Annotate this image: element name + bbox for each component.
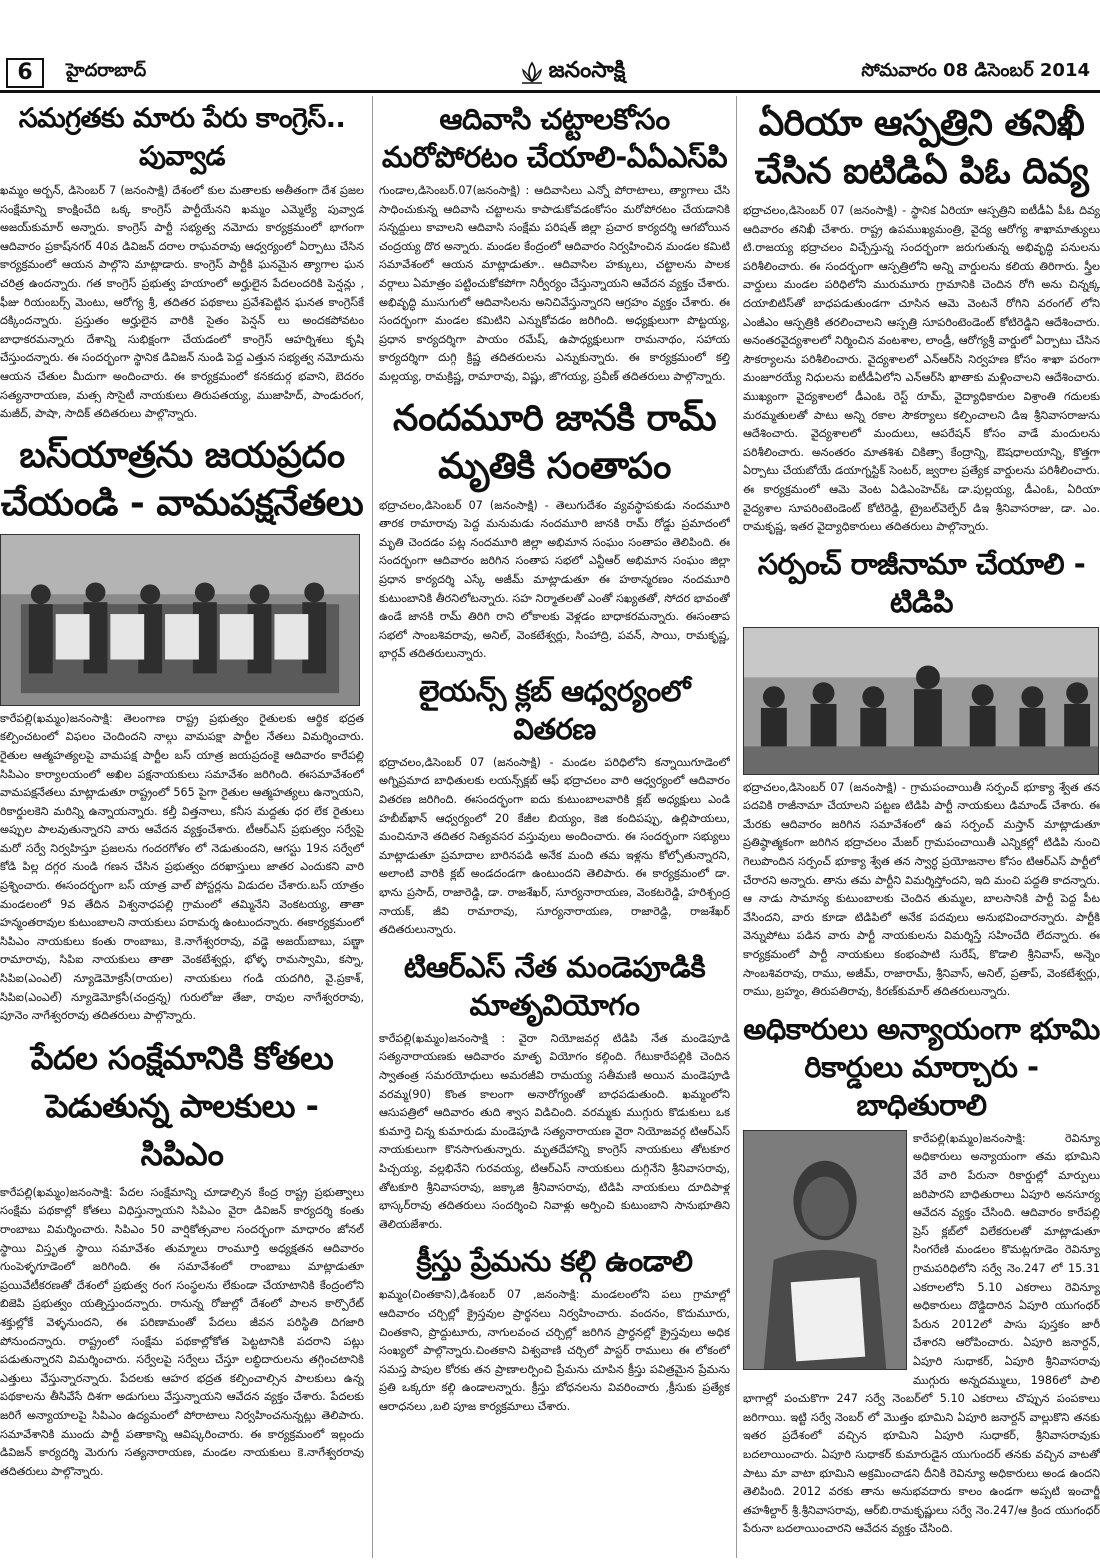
page-number: 6 (6, 58, 44, 88)
photo-petitioner-woman (743, 1130, 907, 1370)
headline-land-records: అధికారులు అన్యాయంగా భూమి రికార్డులు మార్చారు - బాధితురాలి (743, 1011, 1100, 1122)
column-left (0, 96, 364, 1558)
headline-adivasi: ఆదివాసి చట్టాలకోసం మరోపోరటం చేయాలి-ఏఏఎస్‌పి (381, 102, 728, 174)
article-bus-yatra-body: కారేపల్లి(ఖమ్మం)జనంసాక్షి: తెలంగాణ రాష్ట్ర ప్రభుత్వం రైతులకు ఆర్థిక భద్రత కల్పించటంలో విఫలం చెందిందని నాల్గు వామపక్షా పార్టీల నేతలు విమర్శించారు. రైతుల ఆత్మహత్యలపై వామపక్ష పార్టీల బస్‌ యాత్ర జయప్రదంకై ఆదివారం కారేపల్లి సిపిఎం కార్యాలయంలో అఖిల పక్షనాయకులు సమావేశం జరిగింది. ఈసమావేశంలో వామపక్షనేతలు మాట్లాడుతూ రాష్ట్రంలో 565 పైగా రైతుల ఆత్మహత్యలు ఉన్నాయని, రికార్డులకెని మరిన్ని ఉన్నాయన్నారు. కల్తీ విత్తనాలు, కనీస మద్దతు ధర లేక రైతులు అప్పుల పాలవుతున్నారని వారు ఆవేదన వ్యక్తంచేశారు. టీఆర్‌ఎస్‌ ప్రభుత్వం సర్వేపై మరో సర్వే నిర్వహిస్తూ ప్రజలను గందరగోళం లో నెడుతుందని, ఆగస్టు 19న సర్వేలో కోడి పిల్ల దగ్గర నుండి గణన చేసిన ప్రభుత్వం దరఖాస్తులు జాతర ఎందుకని వారి ప్రశ్నించారు. ఈసందర్భంగా బస్‌ యాత్ర వాల్‌ పోస్టర్లను విడుదల చేశారు.బస్‌ యాత్రం మండలంలో 9వ తేదిన విశ్వనాధపల్లి గ్రామంలో తమ్మినేని వెంకటయ్య, తాతా హన్మంతరావుల కుటుంబాలని నాయకులు పరామర్శ ఉంటుందన్నారు. ఈకార్యక్రమంలో సిపిఎం నాయకులు కంతు రాంబాబు, కె.నాగేశ్వరరావు, వడ్డె అజయ్‌బాబు, పణ్జా రామారావు, సిపిఐ నాయకులు తాతా వెంకటేశ్వర్లు, భోళ్ళ రామస్వామి, కస్నా, సిపిఐ(ఎంఎల్‌) న్యూడెమోక్రసీ(రాయల) నాయకులు గండి యదగిరి, వై.ప్రకాశ్‌, సిపిఐ(ఎంఎల్‌) న్యూడెమోక్రసీ(చంద్రన్న) గురులోజు తేజా, రావుల నాగేశ్వరరావు, పూనెం నాగేశ్వరరావు తదితరులు పాల్గొన్నారు. (0, 711, 364, 1023)
article-land-records-body (743, 1130, 1100, 1539)
headline-bus-yatra: బస్‌యాత్రను జయప్రదం చేయండి - వామపక్షనేతలు (0, 434, 364, 524)
edition-city: హైదరాబాద్ (66, 60, 147, 81)
masthead (0, 0, 1100, 92)
article-congress-body: ఖమ్మం అర్బన్‌, డిసెంబర్‌ 7 (జనంసాక్షి) దేశంలో కుల మతాలకు అతీతంగా దేశ ప్రజల సంక్షేమాన్ని కాంక్షించేది ఒక్క కాంగ్రెస్‌ పార్టీయేనని ఖమ్మం ఎమ్మెల్యే పువ్వాడ అజయ్‌కుమార్‌ అన్నారు. కాంగ్రెస్‌ పార్టీ సభ్యత్వ నమోదు కార్యక్రమంలో భాగంగా ఆదివారం ప్రకాష్‌నగర్‌ 40వ డివిజన్‌ దరాల రాఘవరావు ఆధ్వర్యంలో ఏర్పాటు చేసిన కార్యక్రమంలో ఆయన పాల్గొని మాట్లాడారు. కాంగ్రెస్‌ పార్టీకి ఘనమైన త్యాగాల ఘన చరిత్ర ఉందన్నారు. గత కాంగ్రెస్‌ ప్రభుత్వ హయాంలో అర్హులైన పేదలందరికి పెన్షన్లు , ఫీజు రియంబర్స్‌ మెంటు, ఆరోగ్య శ్రీ, తదితర పథకాలు ప్రవేశపెట్టిన ఘనత కాంగ్రెస్‌కే దక్కిందన్నారు. ప్రస్తుతం అర్హులైన వారికి సైతం పెన్షన్‌ లు అందకపోవటం బాధాకరమన్నారు దేశాన్ని సుభిక్షంగా చేయడంలో కాంగ్రెస్‌ ఆహర్నిశలు కృషి చేస్తుందన్నారు. ఈ సందర్భంగా స్థానిక డివిజన్‌ నుండి పెద్ద ఎత్తున సభ్యత్వ నమోదును ఆయన చేతుల మీదుగా అందించారు. ఈ కార్యక్రమంలో కనకదుర్గ భవాని, బెదరం సత్యనారాయణ, మత్స సొసైటీ నాయకులు తిరుపతయ్య, ముజాహిద్‌, పాండురంగ, మజీద్‌, పాషా, సాదిక్‌ తదితరులు పాల్గొన్నారు. (0, 184, 364, 421)
article-cpm-body: కారేపల్లి(ఖమ్మం)జనంసాక్షి: పేదల సంక్షేమాన్ని చూడాల్సిన కేంద్ర రాష్ట్ర ప్రభుత్వాలు సంక్షేమ పథకాల్లో కోతలు విధిస్తున్నాయని సిపిఎం వైరా డివిజన్‌ కార్యదర్శి కంతు రాంబాబు విమర్శించారు. సిపిఎం 50 వార్షికోత్సవాల సందర్భంగా మాధారం జోనల్‌ స్థాయి విస్తృత స్థాయి సమావేశం తుమ్మాలు రాంమూర్తి అధ్యక్షతన ఆదివారం గుంపెళ్ళగూడెంలో జరిగింది. ఈ సమావేశంలో రాంబాబు మాట్లాడుతూ ప్రయివేటీకరణతో దేశంలో ప్రభుత్వ రంగ సంస్థలను లేకుండా చేయాటానికి కేంద్రంలోని బిజెపి ప్రభుత్వం యత్నిస్తుందన్నారు. రానున్న రోజుల్లో దేశంలో పాలన కార్పొరేట్‌ శక్తుల్లోకే వెళ్ళనుందని, ఈ పరిణామంతో పేదలు జీవన పరిస్థితి దిగజారి పోనుందన్నారు. రాష్ట్రంలో సంక్షేమ పథకాల్లోకోత పెట్టటానికి పదరాని పట్లు పడుతున్నారని విమర్శించారు. సర్వేలపై సర్వేలు చేస్తూ లబ్ధిదారులను తగ్గించటానికి ఎత్తులు వేస్తున్నారన్నారు. పేదలకు ఆహర భద్రత కల్పించాల్సిన పాలకులు ఉన్న పథకాలను తీసివేసే దిశగా అడుగులు వేస్తున్నాయని ఆవేదన వ్యక్తం చేశారు. పేదలకు జరిగే అన్యాయాలపై సిపిఎం ఉద్యమంలో పోరాటాలు నిర్వహించనున్నట్లు తెలిపారు. సమావేశానికి ముందు పార్టీ పతాకాన్ని ఆవిష్కరించారు. ఈ కార్యక్రమంలో ఇల్లందు డివిజన్‌ కార్యదర్శి మెరుగు సత్యనారాయణ, మండల నాయకులు కె.నాగేశ్వరరావు తదితరులు పాల్గొన్నారు. (0, 1185, 364, 1478)
article-adivasi-body: గుండాల,డిసెంబర్‌.07(జనంసాక్షి) : ఆదివాసిలు ఎన్నో పోరాటాలు, త్యాగాలు చేసి సాధించుకున్న ఆదివాసి చట్టాలను కాపాడుకోవడంకోసం మరోపోరటం చేయడానికి సన్నద్దులు కావాలని ఆదివాసి సంక్షేమ పరిషత్‌ జిల్లా ప్రచార కార్యదర్శి ఆగబోయిన చంద్రయ్య దొర అన్నారు. మండల కేంద్రంలో ఆదివారం నిర్వహించిన మండల కమిటి సమావేశంలో ఆయన మాట్లాడుతూ.. ఆదివాసిల హక్కులు, చట్టాలను పాలక వర్గాలు ఏమాత్రం పట్టించుకోకపోగా నిర్వీర్యం చేస్తున్నాయని ఆవేదన వ్యక్తం చేశారు. అభివృద్ధి ముసుగులో ఆదివాసిలను అనిచివేస్తున్నారని ఆగ్రహం వ్యక్తం చేశారు. ఈ సందర్భంగా మండల కమిటిని ఎన్నుకోవడం జరిగింది. అధ్యక్షులుగా పొట్టయ్య, ప్రధాన కార్యదర్శిగా పాయం రమేష్‌, ఉపాధ్యక్షులుగా రామనాథం, సహాయ కార్యదర్శిగా దుగ్గి క్రిష్ణ తదితరులను ఎన్నుకున్నారు. ఈ కార్యక్రమంలో కల్తి మల్లయ్య, రామక్రిష్ణ, రామారావు, విష్ణు, జొగయ్య, ప్రవీణ్‌ తదితరులు పాల్గొన్నారు. (379, 184, 730, 383)
article-christ-body: ఖమ్మం(చింతకాని),డిశంబర్‌ 07 ,జనంసాక్షి: మండలంలోని పలు గ్రామాల్లో ఆదివారం చర్చిల్లో క్రైస్తవుల ప్రార్థనలు నిర్వహించారు. వందనం, కొదుమూరు, చింతకాని, ప్రొద్దుటూరు, నాగులవంచ చర్చిల్లో జరిగిన ప్రార్ధనల్లో క్రైస్తవులు అధిక సంఖ్యలో పాల్గొన్నారు.చింతకాని విశ్వవాణి చర్చిలో పాస్టర్‌ రాములు ఈ లోకంలో సమస్త పాపుల కోరకు తన ప్రాణాలర్పించి ప్రేమను చూపిన క్రీస్తు పవిత్రమైన ప్రేమను ప్రతి ఒక్కరూ కల్గి ఉండాలన్నారు. క్రీస్తు బోధనలను వివరించారు ,క్రీసుకు ప్రత్యేక ఆరాధనలు ,బలి పూజ కార్యక్రమాలు చేశారు. (379, 1288, 730, 1413)
newspaper-logo (492, 55, 652, 91)
photo-tdp-meeting (743, 627, 1099, 775)
issue-date: సోమవారం 08 డిసెంబర్ 2014 (861, 60, 1090, 81)
logo-text: జనంసాక్షి (548, 58, 626, 83)
column-right (736, 96, 1100, 1558)
article-trs-leader-body: కారేపల్లి(ఖమ్మం)జనంసాక్షి : వైరా నియోజవర్గ టిడిపి నేత మండెపూడి సత్యనారాయణకు ఆదివారం మాతృ వియోగం కల్గింది. గేటుకారేపల్లికి చెందిన స్వాతంత్ర సమరయోధులు అమరజీవి రామయ్య సతీమణి అయిన మండెపూడి వరమ్మ(90) కొంత కాలంగా అనారోగ్యంతో బాధపడుతుంది. ఖమ్మంలోని ఆసుపత్రిలో ఆదివారం తుది శ్వాస విడిచింది. వరమ్మకు ముగ్గురు కొడుకులు ఒక కుమార్తె చిన్న కుమారుడు మండెపూడి సత్యనారాయణ వైరా నియోజవర్గ టిఆర్‌ఎస్‌ నాయకులుగా కొనసాగుతున్నారు. మృతదేహాన్ని కాంగ్రెస్‌ నాయకులు తోటకూర పిచ్చయ్య, వల్లభినేని గురవయ్య, టిఆర్‌ఎస్‌ నాయకులు దుగ్గినేని శ్రీనివాసరావు, తోటకూరి శ్రీనివాసరావు, జక్కాజి శ్రీనివాసరావు, టిడిపి నాయకులు దూదిపాళ్ల భాస్కర్‌రావు తదితరులు సందర్శించి నివాళ్లు అర్పించి కుటుంబాని సానుభూతిని తెలియజేశారు. (379, 1031, 730, 1231)
article-janaki-ram-body: భద్రాచలం,డిసెంబర్‌ 07 (జనంసాక్షి) - తెలుగుదేశం వ్యవస్థాపకుడు నందమూరి తారక రామారావు పెద్ద మనుమడు నందమూరి జానకి రామ్‌ రోడ్డు ప్రమాదంలో మృతి చెందడం పట్ల నందమూరి జిల్లా అభిమాన సంఘం సంతాపం తెలిపింది. ఈ సందర్భంగా ఆదివారం జరిగిన సంతాప సభలో ఎన్టీఆర్‌ అభిమాన సంఘం జిల్లా ప్రధాన కార్యదర్శి ఎస్కే అజీమ్‌ మాట్లాడుతూ ఈ హఠాన్మరణం నందమూరి కుటుంబానికి తీరనిలోటన్నారు. సహ నిర్మాతలతో ఎంతో సఖ్యతతో, సోదర భావంతో ఉండే జానకి రామ్‌ తిరిగి రాని లోకాలకు వెళ్లడం బాధాకరమన్నారు. ఈసంతాప సభలో సాంబశివరావు, అనిల్‌, వెంకటేశ్వర్లు, సింహాద్రి, పవన్‌, సాయి, రామకృష్ణ, భార్గవ్‌ తదితరులున్నారు. (379, 498, 730, 661)
masthead-rule (0, 90, 1100, 93)
headline-congress: సమగ్రతకు మారు పేరు కాంగ్రెస్‌.. పువ్వాడ (18, 103, 346, 172)
article-sarpanch-body: భద్రాచలం,డిసెంబర్‌ 07 (జనంసాక్షి) - గ్రామపంచాయితీ సర్పంచ్‌ భూక్యా శ్వేత తన పదవికి రాజీనామా చేయాలని పట్టణ టిడిపి పార్టీ నాయకులు డిమాండ్‌ చేశారు. ఈ మేరకు ఆదివారం జరిగిన సమావేశంలో ఉప సర్పంచ్‌ మస్తాన్‌ మాట్లాడుతూ ప్రతిష్ఠాత్మకంగా జరిగిన భద్రాచలం మేజర్‌ గ్రామపంచాయితీ ఎన్నికల్లో టిడిపి నుంచి గెలుపొందిన సర్పంచ్‌ భూక్యా శ్వేత తన స్వార్ధ ప్రయోజనాల కోసం టిఆర్‌ఎస్‌ పార్టీలో చేరారని అన్నారు. తాను తమ పార్టీని విమర్శిస్తోందని, ఇది మంచి పద్దతి కాదన్నారు. ఆ నాడు సామాన్య కుటుంబాలకు చెందిన తుమ్మల, బాలసానికి పార్టీ పెద్ద పీట వేసిందని, వారు కూడా టిడిపిలో అనేక పదవులు అనుభవించారన్నారు. పార్టీకి వెన్నుపోటు పడిన వారు పార్టీ నాయకులను విమర్శిస్తే సహించేది లేదన్నారు. ఈ కార్యక్రమంలో పార్టీ నాయకులు కంభంపాటి సురేష్‌, కొడాలి శ్రీనివాస్‌, అన్నెం సాంబశివరావు, రాము, అజీమ్‌, రాజారామ్‌, శ్రీనివాస్‌, అనిల్‌, ప్రతాప్‌, వెంకటేశ్వర్లు, రాము, బ్రహ్మం, తిరుపతిరావు, కిరణ్‌కుమార్‌ తదితరులున్నారు. (743, 780, 1100, 999)
headline-hospital: ఏరియా ఆస్పత్రిని తనిఖీ చేసిన ఐటిడిఏ పిఓ దివ్య (754, 103, 1089, 192)
column-middle (372, 96, 730, 1558)
headline-lions-club: లైయన్స్‌ క్లబ్‌ ఆధ్వర్యంలో వితరణ (418, 673, 691, 746)
article-lions-club-body: భద్రాచలం,డిసెంబర్‌ 07 (జనంసాక్షి) - మండల పరిధిలోని కన్నాయిగూడెంలో అగ్నిప్రమాద బాధితులకు లయన్స్‌క్లబ్‌ ఆఫ్‌ భద్రాచలం వారి ఆధ్వర్యంలో ఆదివారం వితరణ జరిగింది. ఈసందర్భంగా ఐదు కుటుంబాలవారికి క్లబ్‌ అధ్యక్షులు ఎండి హబీబ్‌ఖాన్‌ ఆధ్వర్యంలో 20 కేజీల బియ్యం, కెజి కందిపప్పు, ఉల్లిపాయలు, మంచినూనె తదితర నిత్యవసర వస్తువులు అందించారు. ఈ సందర్భంగా సభ్యులు మాట్లాడుతూ ప్రమాదాల బారినపడి అనేక మంది తమ ఇళ్లను కోల్పోతున్నారని, అలాంటి వారికి క్లబ్‌ అండదండగా ఉంటుందని తెలిపారు. ఈ కార్యక్రమంలో డా. భాను ప్రసాద్‌, రాజారెడ్డి, డా. రాజశేఖర్‌, సూర్యనారాయణ, వెంకటరెడ్డి, హరిశ్చంద్ర నాయక్‌, జీవి రామారావు, సూర్యనారాయణ, రాజారెడ్డి, రాజశేఖర్‌ తదితరులున్నారు. (379, 755, 730, 937)
photo-bus-yatra-meeting (0, 534, 360, 706)
lotus-icon (519, 60, 545, 86)
headline-cpm: పేదల సంక్షేమానికి కోతలు పెడుతున్న పాలకులు - సిపిఎం (30, 1038, 334, 1173)
headline-janaki-ram: నందమూరి జానకి రామ్‌ మృతికి సంతాపం (392, 397, 717, 487)
headline-christ: క్రీస్తు ప్రేమను కల్గి ఉండాలి (416, 1244, 693, 1279)
headline-trs-leader: టిఆర్‌ఎస్‌ నేత మండెపూడికి మాతృవియోగం (403, 949, 706, 1022)
article-hospital-body: భద్రాచలం,డిసెంబర్‌ 07 (జనంసాక్షి) - స్థానిక ఏరియా ఆస్పత్రిని ఐటీడీఏ పీఓ దివ్య ఆదివారం తనిఖీ చేశారు. రాష్ట్ర ఉపముఖ్యమంత్రి, వైద్య ఆరోగ్య శాఖామాత్యులు టి.రాజయ్య భద్రాచలం విచ్చేస్తున్న సందర్భంగా జరుగుతున్న అభివృద్ధి పనులను పరిశీలించారు. ఈ సందర్భంగా ఆస్పత్రిలోని అన్ని వార్డులను కలియ తిరిగారు. స్త్రీల వార్డులు మండల పరిధిలోని మురుమూరు గ్రామానికి చెందిన రోగి అను చిన్నక్క దయాబిటిస్‌తో బాధపడుతుండగా చూసిన ఆమె వెంటనే రోగిని వరంగల్‌ లోని ఎంజీఎం ఆస్పత్రికి తరలించాలని ఆస్పత్రి సూపరింటెండెంట్‌ కోటిరెడ్డిని ఆదేశించారు. అనంతరవైద్యశాలలో నిర్మించిన వంటశాల, లాండ్రీ, ఆరోగ్యశ్రీ వార్డులో ఏర్పాటు చేసిన సౌకర్యాలను పరిశీలించారు. వైద్యశాలలో ఎన్‌ఆర్‌సి నిర్వహణ కోసం శాఖా పరంగా మంజూరయ్యే నిధులను ఐటీడీఏలోని ఎన్‌ఆర్‌సి ఖాతాకు మళ్లించాలని ఆదేశించారు. ముఖ్యంగా వైద్యశాలలో డీఎంఓ రెస్ట్‌ రూమ్‌, వైద్యాధికారుల విశ్రాంతి గదులకు మరమ్మతులతో పాటు అన్ని రకాల సౌకర్యాలు కల్పించాలని డిఇ శ్రీనివాసరాజును ఆదేశించారు. వైద్యశాలలో మందులు, ఆపరేషన్‌ కోసం వాడే మందులను పరిశీలించారు. అనంతరం మాతశిశు చికిత్సా కేంద్రాన్ని, ఔషధాలయాన్ని, కొత్తగా ఏర్పాటు చేయబోయే డయాగ్నస్టిక్‌ సెంటర్‌, జ్వరాల ప్రత్యేక వార్డులను పరిశీలించారు. ఈ కార్యక్రమంలో ఆమె వెంట ఏడిఎంహెచ్‌ఓ డా.పుల్లయ్య, డీఎంఓ, ఏరియా వైద్యశాల సూపరింటెండెంట్‌ కోటిరెడ్డి, ట్రైబల్‌వెల్ఫేర్‌ డిఇ శ్రీనివాసరాజు, డా. ఎం. రామకృష్ణ, ఇతర వైద్యాధికారులు తదితరులు పాల్గొన్నారు. (743, 204, 1100, 534)
headline-sarpanch: సర్పంచ్‌ రాజీనామా చేయాలి - టిడిపి (757, 546, 1086, 619)
article-land-records-text: కారేపల్లి(ఖమ్మం)జనంసాక్షి: రెవిన్యూ అధికారులు అన్యాయంగా తమ భూమిని వేరే వారి పేరునా రికార్డుల్లో మార్పులు జరిపారని బాధితురాలు ఏపూరి అనసూర్య ఆవేదన వ్యక్తం చేసింది. ఆదివారం కారేపల్లి ప్రెస్‌ క్లబ్‌లో విలేకరులతో మాట్లాడుతూ సింగరేణి మండలం కొమట్లగూడెం రెవిన్యూ గ్రామపరిధిలోని సర్వే నెం.247 లో 15.31 ఎకరాలలోని 5.10 ఎకరాలు రెవిన్యూ అధికారులు దొడ్డిదారిన ఏపూరి యుగంధర్‌ పేరున 2012లో పాసు పుస్తకం జారీ చేశారని ఆరోపించారు. ఏపూరి జనార్దన్‌, ఏపూరి సుధాకర్‌, ఏపూరి శ్రీనివాసరావు ముగ్గురు అన్నదమ్ములు, 1986లో పాలి భాగాల్లో పంచుకొగా 247 సర్వే నెంబర్‌లో 5.10 ఎకరాలు చొప్పున పంపకాలు జరిగాయి. ఇట్టి సర్వే నెంబర్‌ లో మొత్తం భూమిని ఏపూరి జనార్దన్‌ వాల్లుకొని తనకు ఇతర ప్రదేశంలో వచ్చిన భూమిని ఏపూరి సుధాకర్‌, శ్రీనివాసరావుకు బదలాయించారు. ఏపూరి సుధాకర్‌ కుమారుడైన యుగుందర్‌ తనకు వచ్చిన వాటతో పాటు మా వాటా భూమిని అక్రమించాడని దీనికి రెవిన్యూ అధికారులు అండ ఉందని తెలిపింది. 2012 వరకు తాను అనుభవదారు కాలం ఉండగా అప్పటి ఇంచార్జీ తహశీల్దార్‌ శ్రీ.శ్రీనివాసరావు, ఆర్‌బి.రామకృష్ణులు సర్వే నెం.247/ఆ క్రింద యుగంధర్‌ పేరునా బదలాయించారని ఆవేదన వ్యక్తం చేసింది. (743, 1131, 1100, 1536)
